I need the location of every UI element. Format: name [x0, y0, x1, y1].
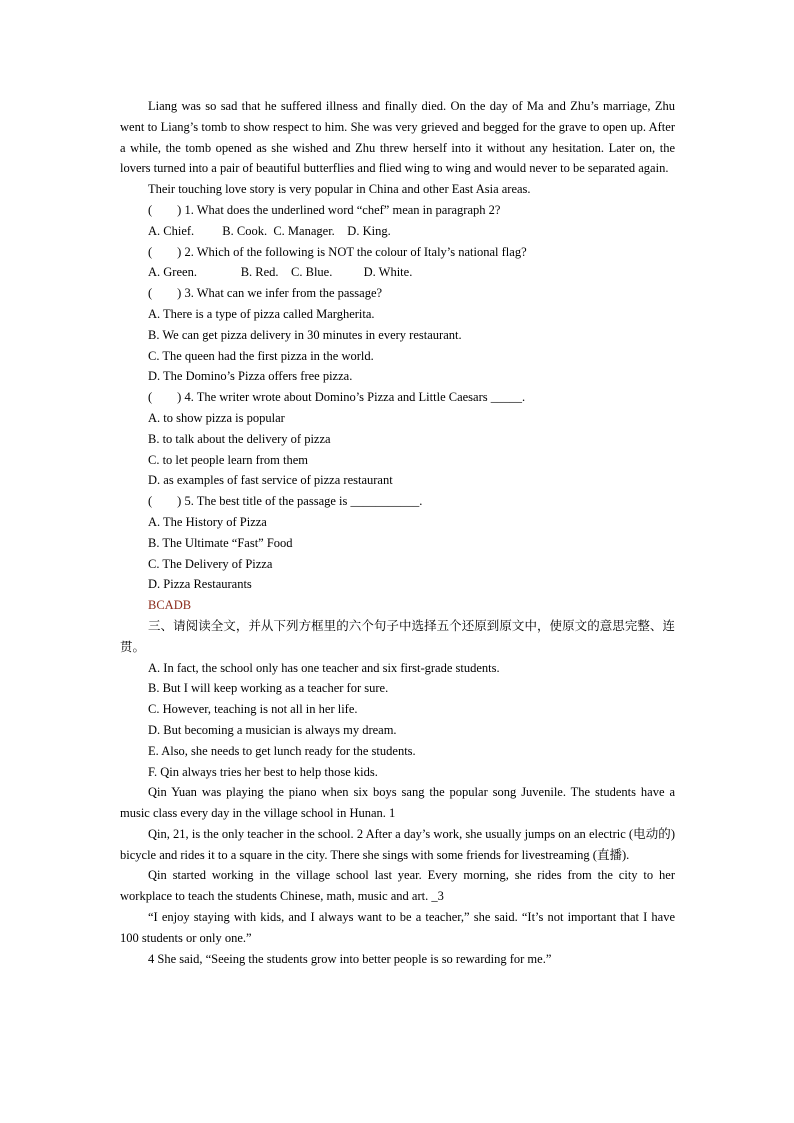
- section-paragraph: Qin Yuan was playing the piano when six boys sang the popular song Juvenile. The students have a music class every day in the village school in Hunan. 1: [120, 785, 675, 821]
- question-2: [120, 242, 675, 284]
- section-paragraph: Qin, 21, is the only teacher in the school. 2 After a day’s work, she usually jumps on an electric (电动的) bicycle and rides it to a square in the city. There she sings with some friends for livestreaming (直播).: [120, 826, 675, 862]
- question-stem: ( ) 1. What does the underlined word “chef” mean in paragraph 2?: [148, 202, 501, 217]
- question-4: [120, 387, 675, 491]
- question-option: D. as examples of fast service of pizza restaurant: [148, 473, 393, 488]
- section-instruction: 三、请阅读全文，并从下列方框里的六个句子中选择五个还原到原文中，使原文的意思完整、连贯。: [120, 617, 675, 654]
- question-option: B. to talk about the delivery of pizza: [148, 431, 331, 446]
- section-paragraph: “I enjoy staying with kids, and I always want to be a teacher,” she said. “It’s not important that I have 100 students or only one.”: [120, 910, 675, 945]
- question-options: A. Chief. B. Cook. C. Manager. D. King.: [148, 223, 391, 238]
- section-paragraph: 4 She said, “Seeing the students grow into better people is so rewarding for me.”: [148, 951, 552, 966]
- question-option: A. to show pizza is popular: [148, 410, 285, 425]
- question-option: C. to let people learn from them: [148, 452, 309, 467]
- document-page: [120, 96, 675, 969]
- section-paragraph: Qin started working in the village school last year. Every morning, she rides from the city to her workplace to teach the students Chinese, math, music and art. _3: [120, 868, 675, 904]
- choice-item: C. However, teaching is not all in her life.: [148, 702, 358, 717]
- question-option: C. The Delivery of Pizza: [148, 556, 273, 571]
- choice-item: A. In fact, the school only has one teacher and six first-grade students.: [148, 660, 500, 675]
- question-option: B. We can get pizza delivery in 30 minutes in every restaurant.: [148, 327, 462, 342]
- question-5: [120, 491, 675, 595]
- question-option: A. The History of Pizza: [148, 514, 267, 529]
- question-1: [120, 200, 675, 242]
- question-stem: ( ) 5. The best title of the passage is ___________.: [148, 494, 423, 509]
- answer-key: BCADB: [148, 598, 192, 613]
- choice-item: D. But becoming a musician is always my dream.: [148, 722, 397, 737]
- choice-item: F. Qin always tries her best to help those kids.: [148, 764, 378, 779]
- question-3: [120, 283, 675, 387]
- choice-list: [120, 658, 675, 783]
- passage-paragraph: Liang was so sad that he suffered illness and finally died. On the day of Ma and Zhu’s marriage, Zhu went to Liang’s tomb to show respect to him. She was very grieved and begged for the grave to open up. After a while, the tomb opened as she wished and Zhu threw herself into it without any hesitation. Later on, the lovers turned into a pair of beautiful butterflies and flied wing to wing and would never to be separated again.: [120, 99, 675, 176]
- question-option: B. The Ultimate “Fast” Food: [148, 535, 293, 550]
- question-options: A. Green. B. Red. C. Blue. D. White.: [148, 265, 413, 280]
- question-stem: ( ) 4. The writer wrote about Domino’s Pizza and Little Caesars _____.: [148, 390, 526, 405]
- question-option: A. There is a type of pizza called Margherita.: [148, 306, 375, 321]
- question-option: D. Pizza Restaurants: [148, 577, 252, 592]
- question-stem: ( ) 3. What can we infer from the passage?: [148, 286, 383, 301]
- choice-item: B. But I will keep working as a teacher for sure.: [148, 681, 389, 696]
- question-option: D. The Domino’s Pizza offers free pizza.: [148, 369, 353, 384]
- question-stem: ( ) 2. Which of the following is NOT the colour of Italy’s national flag?: [148, 244, 527, 259]
- choice-item: E. Also, she needs to get lunch ready for the students.: [148, 743, 416, 758]
- question-option: C. The queen had the first pizza in the world.: [148, 348, 374, 363]
- passage-paragraph: Their touching love story is very popular in China and other East Asia areas.: [148, 182, 531, 197]
